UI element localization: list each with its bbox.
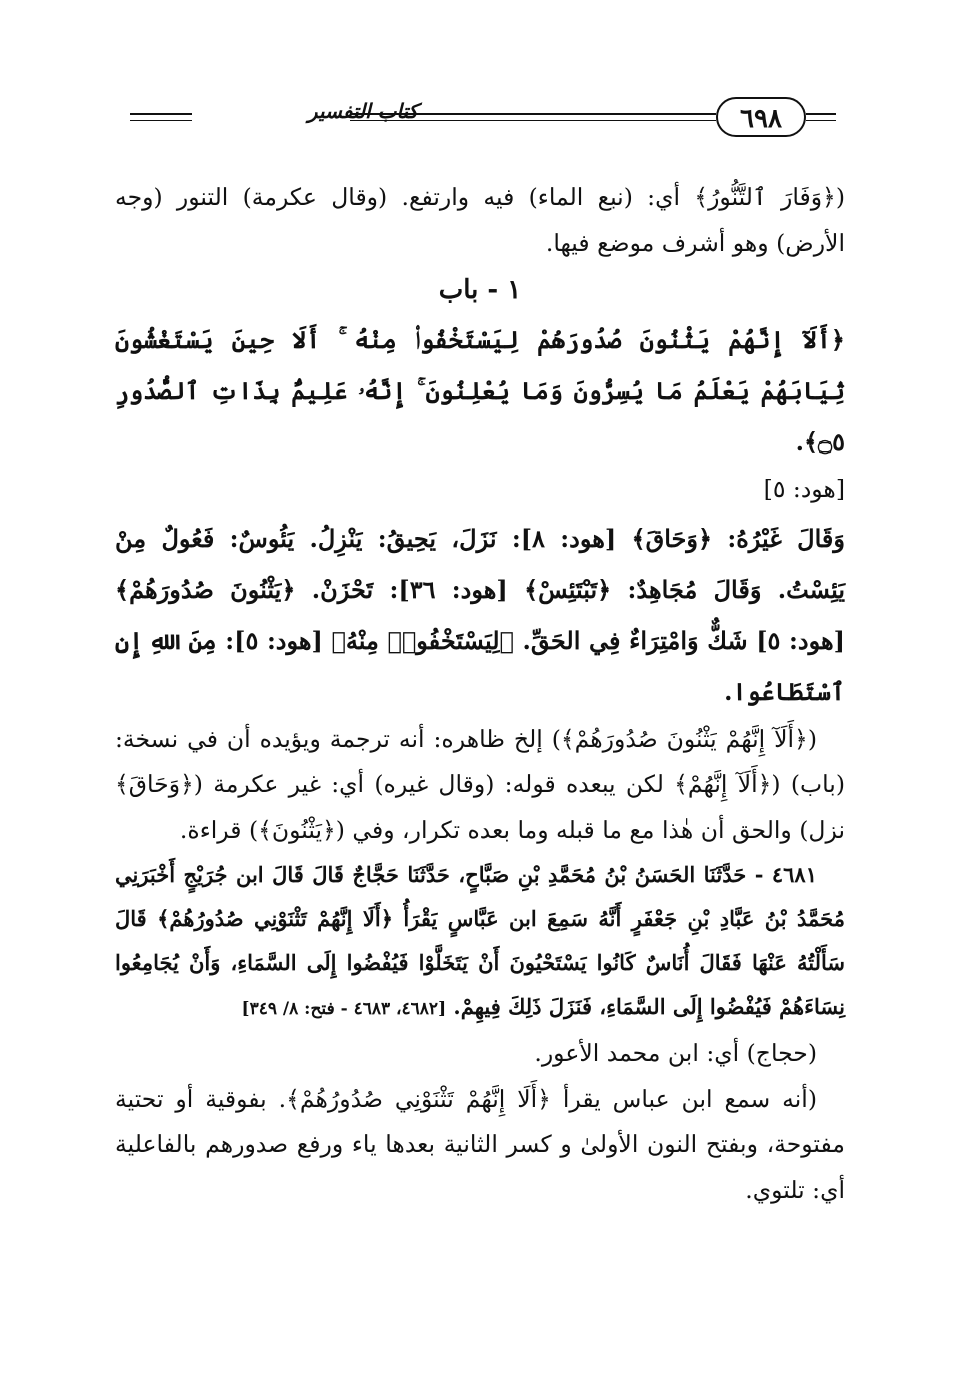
book-title: كتاب التفسير — [307, 99, 419, 123]
header-rule-left-bottom — [130, 120, 192, 121]
header-rule-right-top — [806, 113, 836, 115]
page-content — [115, 175, 845, 1213]
paragraph-hajjaj: (حجاج) أي: ابن محمد الأعور. — [534, 1039, 817, 1067]
paragraph-definitions: وَقَالَ غَيْرُهُ: ﴿وَحَاقَ﴾ [هود: ٨]: نَزَلَ، يَحِيقُ: يَنْزِلُ. يَئُوسٌ: فَعُولٌ مِنْ يَئِسْتُ. وَقَالَ مُجَاهِدٌ: ﴿تَبْتَئِسْ﴾ [هود: ٣٦]: تَحْزَنْ. ﴿يَثْنُونَ صُدُورَهُمْ﴾ [هود: ٥] شَكٌّ وَامْتِرَاءٌ فِي الحَقِّ. ﴿لِيَسْتَخْفُوا۟ مِنْهُ﴾ [هود: ٥]: مِنَ اللهِ إِنِ ٱسْتَطَاعُوا. — [115, 523, 846, 706]
page-header — [118, 95, 840, 147]
paragraph-tannur: (﴿وَفَارَ ٱلتَّنُّورُ﴾ أي: (نبع الماء) فيه وارتفع. (وقال عكرمة) التنور (وجه الأرض) وهو أشرف موضع فيها. — [115, 183, 845, 257]
paragraph-reading: (أنه سمع ابن عباس يقرأ ﴿أَلَا إِنَّهُمْ تَثْنَوْنِي صُدُورُهُمْ﴾. بفوقية أو تحتية مفتوحة، وبفتح النون الأولىٰ و كسر الثانية بعدها ياء ورفع صدورهم بالفاعلية أي: تلتوي. — [115, 1084, 845, 1204]
hadith-text — [115, 853, 845, 1031]
page-number: ٦٩٨ — [716, 97, 806, 137]
header-rule-middle-top — [350, 113, 716, 115]
verse-reference: [هود: ٥] — [763, 475, 845, 503]
header-rule-left-top — [130, 113, 192, 115]
header-rule-middle-bottom — [350, 120, 716, 121]
chapter-heading: ١ - باب — [438, 275, 522, 305]
paragraph-commentary: (﴿أَلَآ إِنَّهُمْ يَثْنُونَ صُدُورَهُمْ﴾) إلخ ظاهره: أنه ترجمة ويؤيده أن في نسخة: (باب) (﴿أَلَآ إِنَّهُمْ﴾ لكن يبعده قوله: (وقال غيره) أي: غير عكرمة (﴿وَحَاقَ﴾ نزل) والحق أن هٰذا مع ما قبله وما بعده تكرار، وفي (﴿يَثْنُونَ﴾) قراءة. — [115, 724, 845, 844]
hadith-reference: [٤٦٨٢، ٤٦٨٣ - فتح: ٨/ ٣٤٩] — [241, 999, 447, 1019]
quran-verse: ﴿أَلَآ إِنَّهُمْ يَثْنُونَ صُدُورَهُمْ لِيَسْتَخْفُوا۟ مِنْهُ ۚ أَلَا حِينَ يَسْتَغْشُونَ ثِيَابَهُمْ يَعْلَمُ مَا يُسِرُّونَ وَمَا يُعْلِنُونَ ۚ إِنَّهُۥ عَلِيمٌۢ بِذَاتِ ٱلصُّدُورِ ۝٥﴾. — [115, 325, 845, 456]
hadith-body: ٤٦٨١ - حَدَّثَنَا الحَسَنُ بْنُ مُحَمَّدِ بْنِ صَبَّاحٍ، حَدَّثَنَا حَجَّاجٌ قَالَ قَالَ ابن جُرَيْجٍ أَخْبَرَنِي مُحَمَّدُ بْنُ عَبَّادِ بْنِ جَعْفَرٍ أَنَّهُ سَمِعَ ابن عَبَّاسٍ يَقْرَأُ ﴿أَلَا إِنَّهُمْ تَثْنَوْنِي صُدُورُهُمْ﴾ قَالَ سَأَلْتُهُ عَنْهَا فَقَالَ أُنَاسٌ كَانُوا يَسْتَحْيُونَ أَنْ يَتَخَلَّوْا فَيُفْضُوا إِلَى السَّمَاءِ، وَأَنْ يُجَامِعُوا نِسَاءَهُمْ فَيُفْضُوا إِلَى السَّمَاءِ، فَنَزَلَ ذَلِكَ فِيهِمْ. — [115, 862, 845, 1019]
header-rule-right-bottom — [806, 120, 836, 121]
